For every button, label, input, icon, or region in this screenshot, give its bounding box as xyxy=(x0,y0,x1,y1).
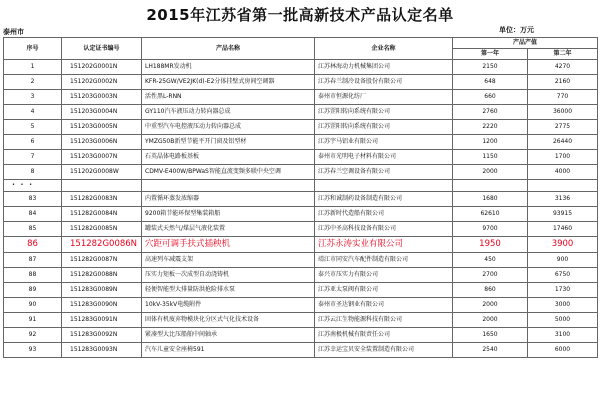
cell-seq: 88 xyxy=(4,268,62,283)
cell-company: 江苏中圣高科技设备有限公司 xyxy=(315,222,453,237)
cell-seq: 85 xyxy=(4,222,62,237)
cell-company: 泰兴市压实力有限公司 xyxy=(315,268,453,283)
cell-year1: 62610 xyxy=(453,207,528,222)
cell-year1: 860 xyxy=(453,283,528,298)
city-label: 泰州市 xyxy=(3,28,24,36)
table-row xyxy=(4,150,598,165)
cell-year2: 3136 xyxy=(528,192,598,207)
cell-cert: 151202G0001N xyxy=(62,60,142,75)
cell-product: 压实力矩板一次成型自动浇铸机 xyxy=(142,268,315,283)
cell-year1: 2700 xyxy=(453,268,528,283)
cell-seq: 89 xyxy=(4,283,62,298)
cell-cert: 151202G0008W xyxy=(62,165,142,180)
cell-product: 中重型汽车电控液压动力转向器总成 xyxy=(142,120,315,135)
header-product: 产品名称 xyxy=(142,38,315,60)
table-row xyxy=(4,105,598,120)
cell-cert: 151282G0088N xyxy=(62,268,142,283)
cell-product: 汽车儿童安全座椅591 xyxy=(142,343,315,358)
cell-product: 罐装式天然气/煤层气液化装置 xyxy=(142,222,315,237)
cell-year2: 3000 xyxy=(528,298,598,313)
cell-cert: 151203G0003N xyxy=(62,90,142,105)
cell-company: 泰州市恒源化纺厂 xyxy=(315,90,453,105)
cell-year1: 1950 xyxy=(453,237,528,253)
header-year1: 第一年 xyxy=(453,49,528,60)
cell-product: 紧凑型大比压船舶中间轴承 xyxy=(142,328,315,343)
cell-year1: 660 xyxy=(453,90,528,105)
cell-year2: 6750 xyxy=(528,268,598,283)
cell-year2: 17460 xyxy=(528,222,598,237)
table-row xyxy=(4,135,598,150)
cell-cert: 151283G0091N xyxy=(62,313,142,328)
table-row xyxy=(4,75,598,90)
table-row xyxy=(4,192,598,207)
cell-product: 穴距可调手扶式插秧机 xyxy=(142,237,315,253)
cell-product: 固体有机废弃物模块化分区式气化技术设备 xyxy=(142,313,315,328)
cell-year2: 93915 xyxy=(528,207,598,222)
cell-year1: 2760 xyxy=(453,105,528,120)
gap-cell xyxy=(315,180,453,192)
gap-marker: • • • xyxy=(4,180,62,192)
table-row xyxy=(4,328,598,343)
cell-year1: 2540 xyxy=(453,343,528,358)
cell-company: 江苏永涛实业有限公司 xyxy=(315,237,453,253)
table-row xyxy=(4,60,598,75)
cell-company: 江苏罡阳转向系统有限公司 xyxy=(315,105,453,120)
cell-cert: 151282G0087N xyxy=(62,253,142,268)
header-seq: 序号 xyxy=(4,38,62,60)
cell-product: 轻便智能型大排量防洪抢险排水泵 xyxy=(142,283,315,298)
cell-company: 江苏和诚制药设备制造有限公司 xyxy=(315,192,453,207)
cell-seq: 5 xyxy=(4,120,62,135)
cell-seq: 7 xyxy=(4,150,62,165)
table-row xyxy=(4,298,598,313)
cell-year1: 1650 xyxy=(453,328,528,343)
document-title: 2015年江苏省第一批高新技术产品认定名单 xyxy=(146,6,454,24)
cell-year2: 1700 xyxy=(528,150,598,165)
cell-product: LH188MR发动机 xyxy=(142,60,315,75)
gap-cell xyxy=(142,180,315,192)
cell-product: GY110汽车液压动力转向器总成 xyxy=(142,105,315,120)
table-row xyxy=(4,253,598,268)
cell-year1: 2000 xyxy=(453,298,528,313)
cell-company: 江苏春兰制冷设备股份有限公司 xyxy=(315,75,453,90)
cell-year2: 3100 xyxy=(528,328,598,343)
cell-year2: 4270 xyxy=(528,60,598,75)
cell-company: 江苏罡阳转向系统有限公司 xyxy=(315,120,453,135)
cell-cert: 151283G0090N xyxy=(62,298,142,313)
cell-year2: 3900 xyxy=(528,237,598,253)
header-year2: 第二年 xyxy=(528,49,598,60)
cell-product: YMZG50B新型节能平开门窗及铝型材 xyxy=(142,135,315,150)
table-row xyxy=(4,268,598,283)
table-body xyxy=(4,60,598,358)
highlighted-row xyxy=(4,237,598,253)
cell-year1: 9700 xyxy=(453,222,528,237)
cell-year2: 26440 xyxy=(528,135,598,150)
cell-year2: 2160 xyxy=(528,75,598,90)
cell-seq: 3 xyxy=(4,90,62,105)
cell-year2: 1730 xyxy=(528,283,598,298)
cell-seq: 92 xyxy=(4,328,62,343)
cell-year2: 2775 xyxy=(528,120,598,135)
cell-seq: 93 xyxy=(4,343,62,358)
header-value: 产品产值 xyxy=(453,38,598,49)
cell-year1: 1150 xyxy=(453,150,528,165)
cell-year1: 2000 xyxy=(453,313,528,328)
cell-year2: 5000 xyxy=(528,313,598,328)
cell-seq: 86 xyxy=(4,237,62,253)
cell-cert: 151203G0007N xyxy=(62,150,142,165)
cell-seq: 8 xyxy=(4,165,62,180)
cell-seq: 84 xyxy=(4,207,62,222)
cell-company: 江苏新时代造船有限公司 xyxy=(315,207,453,222)
cell-seq: 2 xyxy=(4,75,62,90)
cell-company: 江苏宇马铝业有限公司 xyxy=(315,135,453,150)
cell-year1: 2220 xyxy=(453,120,528,135)
cell-company: 靖江市同安汽车配件制造有限公司 xyxy=(315,253,453,268)
header-company: 企业名称 xyxy=(315,38,453,60)
table-row xyxy=(4,313,598,328)
cell-year1: 2150 xyxy=(453,60,528,75)
cell-cert: 151283G0089N xyxy=(62,283,142,298)
cell-cert: 151203G0005N xyxy=(62,120,142,135)
cell-company: 江苏林海动力机械集团公司 xyxy=(315,60,453,75)
cell-product: 高速列车减震支架 xyxy=(142,253,315,268)
table-row xyxy=(4,90,598,105)
cell-company: 江苏南极机械有限责任公司 xyxy=(315,328,453,343)
gap-cell xyxy=(62,180,142,192)
table-row xyxy=(4,120,598,135)
gap-row xyxy=(4,180,598,192)
cell-seq: 90 xyxy=(4,298,62,313)
cell-seq: 4 xyxy=(4,105,62,120)
cell-cert: 151203G0004N xyxy=(62,105,142,120)
cell-company: 泰州市光明电子材料有限公司 xyxy=(315,150,453,165)
cell-year2: 770 xyxy=(528,90,598,105)
table-row xyxy=(4,283,598,298)
cell-seq: 6 xyxy=(4,135,62,150)
cell-year1: 648 xyxy=(453,75,528,90)
gap-cell xyxy=(453,180,528,192)
cell-product: 10kV-35kV电缆附件 xyxy=(142,298,315,313)
cell-cert: 151283G0092N xyxy=(62,328,142,343)
cell-product: 石英晶体电路板基板 xyxy=(142,150,315,165)
cell-year2: 6000 xyxy=(528,343,598,358)
table-row xyxy=(4,222,598,237)
table-row xyxy=(4,165,598,180)
cell-year2: 36000 xyxy=(528,105,598,120)
cell-product: 内置循环蒸发浓缩器 xyxy=(142,192,315,207)
cell-company: 江苏云江生物能源科技有限公司 xyxy=(315,313,453,328)
cell-year1: 2000 xyxy=(453,165,528,180)
cell-seq: 83 xyxy=(4,192,62,207)
cell-seq: 87 xyxy=(4,253,62,268)
table-row xyxy=(4,207,598,222)
unit-label: 单位：万元 xyxy=(499,26,534,34)
cell-year2: 900 xyxy=(528,253,598,268)
cell-cert: 151203G0006N xyxy=(62,135,142,150)
cell-cert: 151282G0086N xyxy=(62,237,142,253)
cell-company: 江苏春兰空调设备有限公司 xyxy=(315,165,453,180)
cell-product: KFR-25GW/VE2JK(d)-E2分体挂壁式房间空调器 xyxy=(142,75,315,90)
cell-product: 9200箱节能环保型集装箱船 xyxy=(142,207,315,222)
products-table xyxy=(3,37,598,358)
header-cert: 认定证书编号 xyxy=(62,38,142,60)
cell-seq: 1 xyxy=(4,60,62,75)
cell-year1: 1680 xyxy=(453,192,528,207)
cell-product: CDMV-E400W/BPWaS智能直流变频多联中央空调 xyxy=(142,165,315,180)
cell-cert: 151282G0085N xyxy=(62,222,142,237)
cell-company: 江苏幸运宝贝安全装置制造有限公司 xyxy=(315,343,453,358)
cell-year2: 4000 xyxy=(528,165,598,180)
cell-product: 活性黑L-RNN xyxy=(142,90,315,105)
cell-cert: 151282G0084N xyxy=(62,207,142,222)
table-row xyxy=(4,343,598,358)
cell-year1: 1200 xyxy=(453,135,528,150)
cell-company: 江苏亚太泵阀有限公司 xyxy=(315,283,453,298)
cell-cert: 151202G0002N xyxy=(62,75,142,90)
cell-company: 泰州市圣达钢业有限公司 xyxy=(315,298,453,313)
gap-cell xyxy=(528,180,598,192)
cell-year1: 450 xyxy=(453,253,528,268)
cell-seq: 91 xyxy=(4,313,62,328)
cell-cert: 151283G0093N xyxy=(62,343,142,358)
cell-cert: 151282G0083N xyxy=(62,192,142,207)
